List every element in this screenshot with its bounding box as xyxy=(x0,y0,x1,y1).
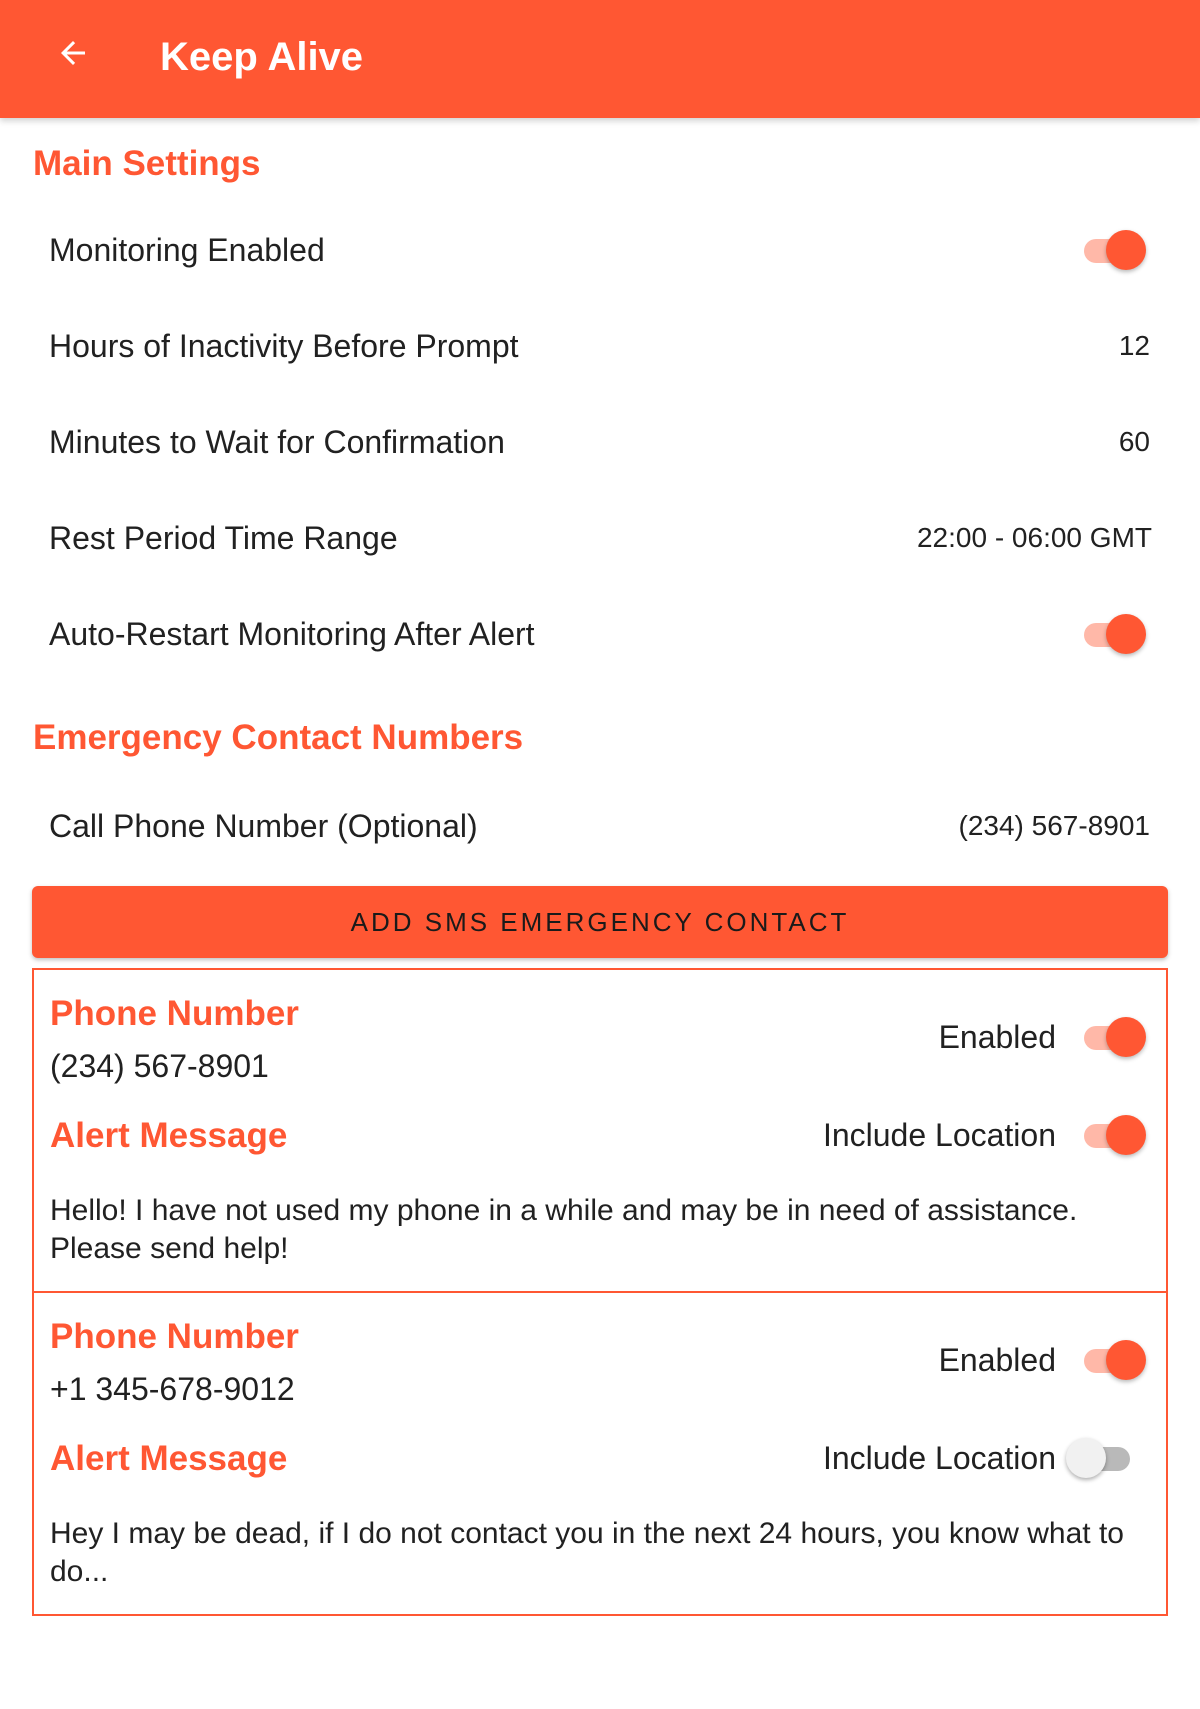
enabled-label: Enabled xyxy=(938,1342,1056,1378)
include-location-label: Include Location xyxy=(822,1440,1056,1476)
rest-period-row[interactable] xyxy=(0,490,1200,586)
monitoring-enabled-switch[interactable] xyxy=(1080,228,1148,272)
sms-contact-card xyxy=(32,968,1168,1294)
switch-thumb xyxy=(1106,230,1146,270)
alert-message-heading: Alert Message xyxy=(50,1439,288,1478)
contact-enabled-switch[interactable] xyxy=(1080,1338,1148,1382)
phone-number-heading: Phone Number xyxy=(50,994,299,1033)
minutes-confirmation-label: Minutes to Wait for Confirmation xyxy=(49,424,505,460)
rest-period-value: 22:00 - 06:00 GMT xyxy=(916,522,1152,553)
call-phone-value: (234) 567-8901 xyxy=(958,810,1150,841)
hours-inactivity-label: Hours of Inactivity Before Prompt xyxy=(49,328,519,364)
app-bar xyxy=(0,0,1200,118)
sms-contact-card xyxy=(32,1291,1168,1616)
contact-phone-number[interactable]: (234) 567-8901 xyxy=(50,1048,269,1084)
phone-number-heading: Phone Number xyxy=(50,1317,299,1356)
switch-thumb xyxy=(1066,1438,1106,1478)
rest-period-label: Rest Period Time Range xyxy=(49,520,398,556)
arrow-left-icon xyxy=(55,35,91,71)
switch-thumb xyxy=(1106,1115,1146,1155)
auto-restart-label: Auto-Restart Monitoring After Alert xyxy=(49,616,535,652)
emergency-contacts-header: Emergency Contact Numbers xyxy=(33,718,524,757)
switch-thumb xyxy=(1106,1340,1146,1380)
back-button[interactable] xyxy=(42,22,104,84)
include-location-switch[interactable] xyxy=(1066,1436,1134,1480)
hours-inactivity-value: 12 xyxy=(1118,330,1150,361)
auto-restart-switch[interactable] xyxy=(1080,612,1148,656)
enabled-label: Enabled xyxy=(938,1019,1056,1055)
monitoring-enabled-label: Monitoring Enabled xyxy=(49,232,325,268)
call-phone-row[interactable] xyxy=(0,778,1200,874)
contact-enabled-switch[interactable] xyxy=(1080,1015,1148,1059)
main-settings-header: Main Settings xyxy=(33,144,261,183)
hours-inactivity-row[interactable] xyxy=(0,298,1200,394)
include-location-label: Include Location xyxy=(822,1117,1056,1153)
alert-message-heading: Alert Message xyxy=(50,1116,288,1155)
auto-restart-row[interactable] xyxy=(0,586,1200,682)
include-location-switch[interactable] xyxy=(1080,1113,1148,1157)
add-sms-contact-button[interactable]: ADD SMS EMERGENCY CONTACT xyxy=(32,886,1168,958)
contact-phone-number[interactable]: +1 345-678-9012 xyxy=(50,1371,295,1407)
switch-thumb xyxy=(1106,614,1146,654)
alert-message-text[interactable]: Hey I may be dead, if I do not contact you in the next 24 hours, you know what to do... xyxy=(50,1517,1124,1588)
monitoring-enabled-row[interactable] xyxy=(0,202,1200,298)
alert-message-text[interactable]: Hello! I have not used my phone in a while and may be in need of assistance. Please send help! xyxy=(50,1194,1078,1265)
minutes-confirmation-value: 60 xyxy=(1118,426,1150,457)
minutes-confirmation-row[interactable] xyxy=(0,394,1200,490)
call-phone-label: Call Phone Number (Optional) xyxy=(49,808,478,844)
switch-thumb xyxy=(1106,1017,1146,1057)
page-title: Keep Alive xyxy=(160,35,364,79)
